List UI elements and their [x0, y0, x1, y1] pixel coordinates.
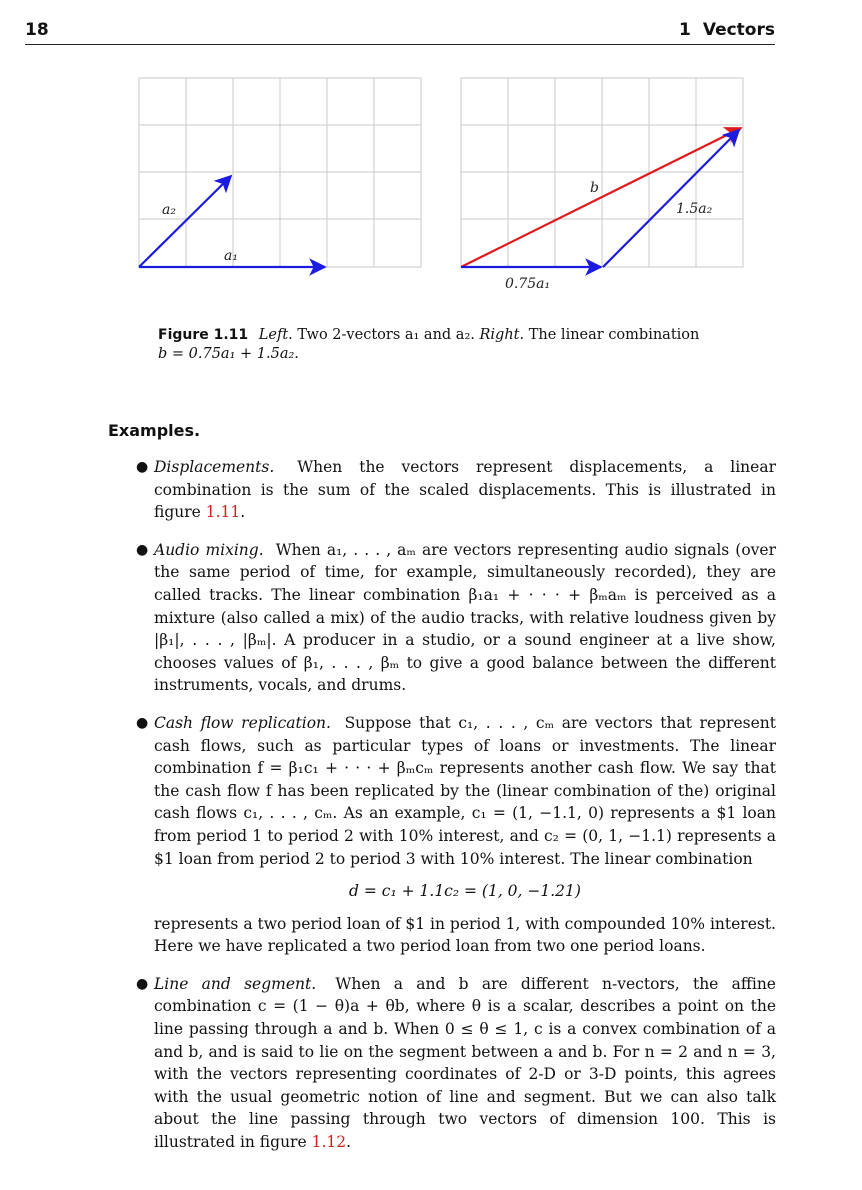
bullet-icon: ● — [136, 541, 149, 558]
caption-left-word: Left. — [258, 327, 293, 343]
page-number: 18 — [25, 20, 49, 40]
figure-label: Figure 1.11 — [158, 327, 249, 343]
bullet-icon: ● — [136, 714, 149, 731]
chapter-title: Vectors — [702, 20, 775, 40]
item-title: Displacements. — [154, 458, 275, 476]
list-item-audio-mixing — [136, 539, 776, 697]
item-after-text: represents a two period loan of $1 in period 1, with compounded 10% interest. Here we have replicated a two period loan from two one period loans. — [154, 914, 776, 956]
item-text: When the vectors represent displacements, a linear combination is the sum of the scaled displacements. This is illustrated in figure — [154, 458, 776, 522]
list-item-line-segment — [136, 973, 776, 1154]
item-title: Audio mixing. — [154, 540, 264, 559]
list-item-cash-flow — [136, 712, 776, 958]
display-equation: d = c₁ + 1.1c₂ = (1, 0, −1.21) — [349, 882, 581, 901]
caption-left-text: Two 2-vectors a₁ and a₂. — [297, 327, 475, 343]
vector-a2-arrow — [139, 176, 231, 267]
item-end: . — [346, 1133, 352, 1152]
vector-b-arrow — [461, 128, 741, 267]
figure-ref-link[interactable]: 1.12 — [311, 1133, 347, 1152]
label-a2: a₂ — [162, 202, 176, 218]
item-end: . — [240, 503, 246, 522]
label-15a2: 1.5a₂ — [676, 201, 713, 217]
vector-15a2-arrow — [603, 130, 739, 267]
list-item-displacements — [136, 456, 776, 524]
left-grid — [139, 78, 421, 267]
examples-list — [136, 456, 776, 1169]
figure-ref-link[interactable]: 1.11 — [205, 503, 241, 522]
caption-right-word: Right. — [479, 327, 525, 343]
chapter-number: 1 — [679, 20, 691, 40]
figure-caption — [158, 326, 748, 364]
item-text: Suppose that c₁, . . . , cₘ are vectors that represent cash flows, such as particular types of loans or investments. The linear combination f = β₁c₁ + · · · + βₘcₘ represents another cash flow. We say that the cash flow f has been replicated by the (linear combination of the) original cash flows c₁, . . . , cₘ. As an example, c₁ = (1, −1.1, 0) represents a $1 loan from period 1 to period 2 with 10% interest, and c₂ = (0, 1, −1.1) represents a $1 loan from period 2 to period 3 with 10% interest. The linear combination — [154, 713, 776, 868]
label-a1: a₁ — [224, 248, 238, 264]
caption-equation: b = 0.75a₁ + 1.5a₂. — [158, 346, 299, 362]
item-title: Line and segment. — [154, 974, 317, 993]
right-grid — [461, 78, 743, 267]
item-text: When a₁, . . . , aₘ are vectors representing audio signals (over the same period of time, for example, simultaneously recorded), they are called tracks. The linear combination β₁a₁ + · · · + βₘaₘ is perceived as a mixture (also called a mix) of the audio tracks, with relative loudness given by |β₁|, . . . , |βₘ|. A producer in a studio, or a sound engineer at a live show, chooses values of β₁, . . . , βₘ to give a good balance between the different instruments, vocals, and drums. — [154, 540, 777, 695]
item-title: Cash flow replication. — [154, 713, 331, 732]
item-text: When a and b are different n-vectors, the affine combination c = (1 − θ)a + θb, where θ is a scalar, describes a point on the line passing through a and b. When 0 ≤ θ ≤ 1, c is a convex combination of a and b, and is said to lie on the segment between a and b. For n = 2 and n = 3, with the vectors representing coordinates of 2-D or 3-D points, this agrees with the usual geometric notion of line and segment. But we can also talk about the line passing through two vectors of dimension 100. This is illustrated in figure — [154, 974, 776, 1152]
section-title: Examples. — [108, 421, 201, 440]
caption-right-text: The linear combination — [528, 327, 700, 343]
label-075a1: 0.75a₁ — [505, 276, 551, 292]
bullet-icon: ● — [136, 975, 149, 992]
label-b: b — [590, 180, 599, 196]
bullet-icon: ● — [136, 459, 149, 475]
figure-1-11 — [0, 0, 862, 310]
